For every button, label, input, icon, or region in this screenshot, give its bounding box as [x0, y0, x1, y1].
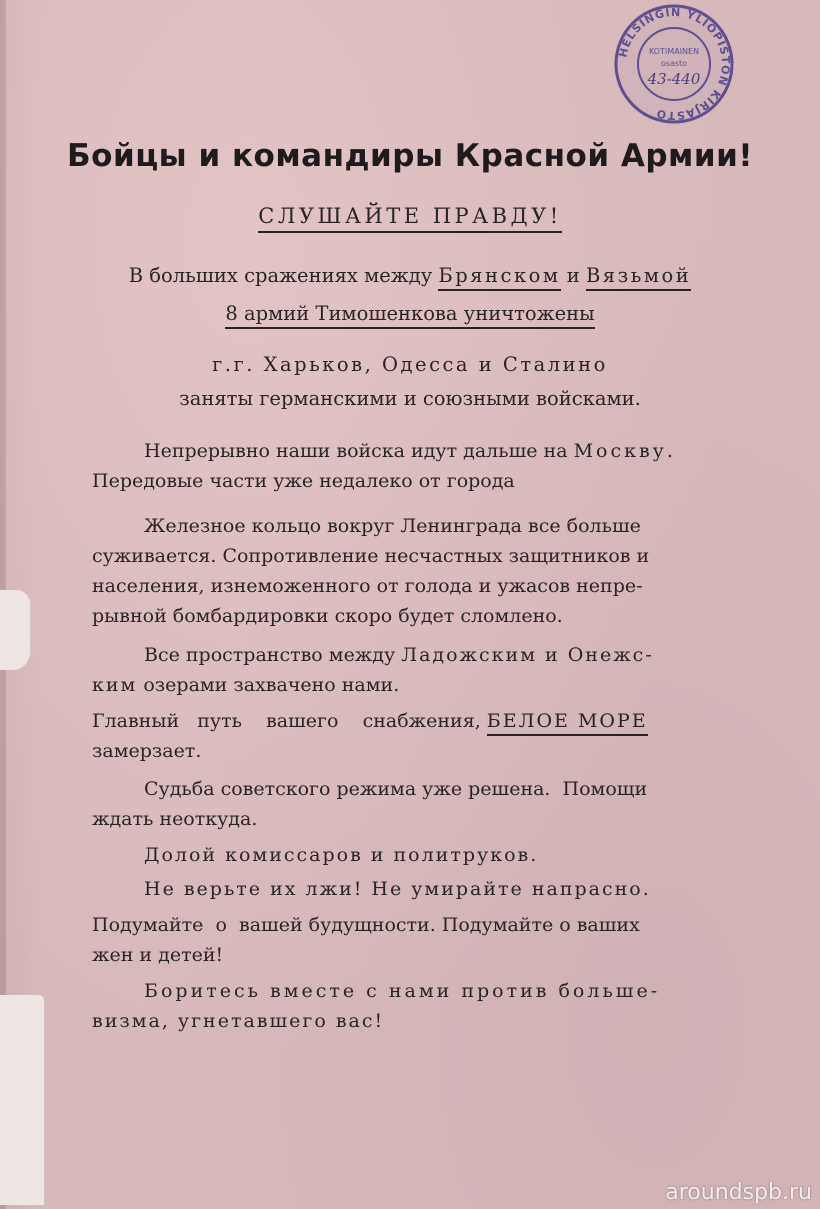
p3-line-2-text: озерами захвачено нами.	[137, 674, 400, 696]
site-watermark: aroundspb.ru	[665, 1180, 812, 1205]
paragraph-fight	[92, 976, 728, 1036]
paragraph-white-sea	[92, 706, 728, 766]
library-stamp	[612, 2, 736, 126]
city-vyazma: Вязьмой	[586, 264, 691, 291]
stamp-dept-label: osasto	[660, 59, 688, 68]
lead-line-2: 8 армий Тимошенкова уничтожены	[225, 302, 594, 329]
paragraph-commissars	[92, 840, 728, 870]
lead-line-4: заняты германскими и союзными войсками.	[179, 387, 641, 410]
p3-line-2	[92, 670, 728, 700]
p5-line-2: ждать неоткуда.	[92, 808, 258, 830]
lead-line-3: г.г. Харьков, Одесса и Сталино	[212, 353, 608, 376]
paragraph-lakes	[92, 640, 728, 700]
p9-line-1: Боритесь вместе с нами против больше-	[144, 980, 661, 1002]
p3-line-2-sp: ким	[92, 674, 138, 696]
lakes-names: Ладожским и Онежс-	[401, 644, 654, 666]
p8-line-2: жен и детей!	[92, 944, 224, 966]
city-moscow: Москву.	[573, 440, 676, 462]
city-bryansk: Брянском	[438, 264, 560, 291]
paragraph-lies	[92, 874, 728, 904]
p4-line-2: замерзает.	[92, 740, 202, 762]
paragraph-regime	[92, 774, 728, 834]
paper-tear-upper	[0, 590, 31, 670]
paragraph-moscow	[92, 436, 728, 496]
stamp-ring-text: HELSINGIN YLIOPISTON KIRJASTO	[616, 5, 733, 123]
stamp-number: 43-440	[647, 70, 701, 88]
lead-line-1	[0, 264, 820, 287]
p4-line-1	[92, 706, 728, 736]
subtitle-row	[0, 204, 820, 233]
p5-line-1: Судьба советского режима уже решена. Помощи	[144, 778, 648, 800]
p2-line-1: Железное кольцо вокруг Ленинграда все больше	[144, 515, 641, 537]
p2-line-3: населения, изнеможенного от голода и ужасов непре-	[92, 575, 643, 597]
white-sea-label: БЕЛОЕ МОРЕ	[487, 710, 648, 736]
leaflet-subtitle: СЛУШАЙТЕ ПРАВДУ!	[258, 204, 561, 233]
p8-line-1: Подумайте о вашей будущности. Подумайте о ваших	[92, 914, 640, 936]
paper-tear-lower	[0, 995, 45, 1205]
paragraph-future	[92, 910, 728, 970]
p3-line-1-text: Все пространство между	[144, 644, 402, 666]
p7-line: Не верьте их лжи! Не умирайте напрасно.	[144, 878, 651, 900]
p2-line-4: рывной бомбардировки скоро будет сломлено.	[92, 605, 563, 627]
paragraph-leningrad	[92, 511, 728, 631]
p1-line-1	[92, 436, 728, 466]
p2-line-2: суживается. Сопротивление несчастных защитников и	[92, 545, 650, 567]
p6-line: Долой комиссаров и политруков.	[144, 844, 539, 866]
leaflet-title: Бойцы и командиры Красной Армии!	[67, 138, 753, 174]
p1-line-2: Передовые части уже недалеко от города	[92, 470, 515, 492]
p9-line-2: визма, угнетавшего вас!	[92, 1010, 385, 1032]
lead-line-2-wrap	[0, 302, 820, 325]
p3-line-1	[92, 640, 728, 670]
lead-line-1-mid: и	[566, 264, 580, 287]
lead-line-1-pre: В больших сражениях между	[128, 264, 433, 287]
stamp-inner-label: KOTIMAINEN	[648, 47, 700, 56]
p4-line-1-text: Главный путь вашего снабжения,	[92, 710, 487, 732]
p1-line-1-text: Непрерывно наши войска идут дальше на	[144, 440, 574, 462]
